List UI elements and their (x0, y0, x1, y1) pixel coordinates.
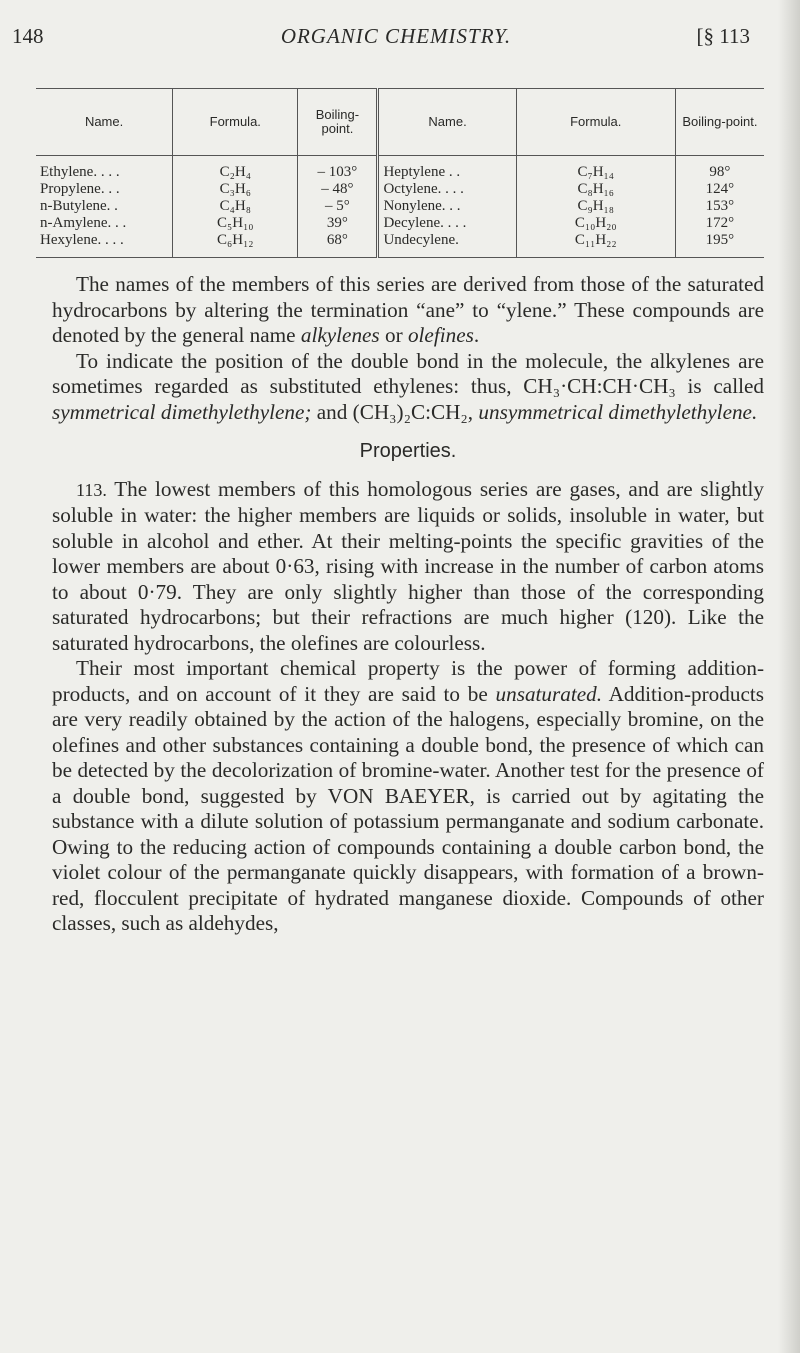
term-symmetrical: symmetrical dimethylethylene; (52, 399, 312, 424)
compound-formula: C₉H₁₈ (516, 198, 675, 215)
term-alkylenes: alkylenes (300, 323, 380, 347)
paragraph-text: Their most important chemical property is the power of forming addition-products, and on account of it they are said to be (52, 656, 764, 706)
compound-name: Undecylene. (378, 232, 516, 258)
compound-name: Decylene. . . . (378, 215, 516, 232)
boiling-point: 153° (675, 198, 764, 215)
paragraph-chemical-property (52, 656, 764, 937)
column-header-name: Name. (378, 89, 516, 156)
compound-name: Hexylene. . . . (36, 232, 173, 258)
column-header-formula: Formula. (173, 89, 298, 156)
table-row (36, 156, 764, 182)
olefine-series-table (36, 88, 764, 258)
compound-formula: C₅H₁₀ (173, 215, 298, 232)
term-unsymmetrical: unsymmetrical dimethylethylene. (478, 399, 758, 424)
paragraph-double-bond (52, 349, 764, 426)
page-header (12, 24, 750, 54)
paragraph-properties (52, 477, 764, 657)
paragraph-naming (52, 272, 764, 349)
boiling-point: – 48° (298, 181, 378, 198)
paragraph-text: or (379, 323, 408, 347)
compound-formula: C₄H₈ (173, 198, 298, 215)
boiling-point: 98° (675, 156, 764, 182)
table-row (36, 181, 764, 198)
page-edge-shadow (778, 0, 800, 1353)
compound-name: Heptylene . . (378, 156, 516, 182)
paragraph-text: . (473, 323, 480, 347)
section-reference: [§ 113 (696, 24, 750, 48)
boiling-point: 124° (675, 181, 764, 198)
column-header-boiling-point: Boiling-point. (298, 89, 378, 156)
paragraph-text: The lowest members of this homologous series are gases, and are slightly soluble in water: the higher members are liquids or solids, insoluble in water, but soluble in alcohol and ether. At their melting-points the specific gravities of the lower members are about 0·63, rising with increase in the number of carbon atoms to about 0·79. They are only slightly higher than those of the corresponding saturated hydrocarbons; but their refractions are much higher (120). Like the saturated hydrocarbons, the olefines are colourless. (52, 476, 764, 655)
compound-formula: C₇H₁₄ (516, 156, 675, 182)
boiling-point: 172° (675, 215, 764, 232)
paragraph-text: The names of the members of this series are derived from those of the saturated hydrocarbons by altering the termination “ane” to “ylene.” These compounds are denoted by the general name (52, 272, 764, 347)
table-header-row (36, 89, 764, 156)
table-row (36, 232, 764, 258)
boiling-point: 195° (675, 232, 764, 258)
page-number: 148 (12, 24, 44, 48)
term-olefines: olefines (407, 323, 474, 347)
compound-name: n-Butylene. . (40, 198, 118, 214)
body-text (52, 272, 764, 937)
compound-formula: C₈H₁₆ (516, 181, 675, 198)
compound-name: n-Amylene. . . (40, 215, 127, 231)
term-unsaturated: unsaturated. (495, 681, 603, 706)
column-header-formula: Formula. (516, 89, 675, 156)
compound-formula: C₁₁H₂₂ (516, 232, 675, 258)
running-title: ORGANIC CHEMISTRY. (280, 24, 512, 48)
column-header-boiling-point: Boiling-point. (675, 89, 764, 156)
section-heading: Properties. (359, 440, 457, 462)
column-header-name: Name. (36, 89, 173, 156)
compound-name: Octylene. . . . (378, 181, 516, 198)
paragraph-text: To indicate the position of the double bond in the molecule, the alkylenes are sometimes regarded as substituted ethylenes: thus, CH₃·CH:CH·CH₃ is called (52, 348, 764, 398)
boiling-point: 68° (298, 232, 378, 258)
compound-formula: C₁₀H₂₀ (516, 215, 675, 232)
compound-name: Nonylene. . . (378, 198, 516, 215)
compound-name: Propylene. . . (40, 181, 120, 197)
compound-name: Ethylene. . . . (40, 164, 120, 180)
section-number: 113. (76, 479, 107, 500)
paragraph-text: and (CH₃)₂C:CH₂, (311, 399, 479, 424)
table-row (36, 198, 764, 215)
boiling-point: 39° (298, 215, 378, 232)
compound-formula: C₆H₁₂ (173, 232, 298, 258)
table-row (36, 215, 764, 232)
paragraph-text: Addition-products are very readily obtained by the action of the halogens, especially bromine, on the olefines and other substances containing a double bond, the presence of which can be detected by the decolorization of bromine-water. Another test for the presence of a double bond, suggested by VON BAEYER, is carried out by agitating the substance with a dilute solution of potassium permanganate and sodium carbonate. Owing to the reducing action of compounds containing a double carbon bond, the violet colour of the permanganate quickly disappears, with formation of a brown-red, flocculent precipitate of hydrated manganese dioxide. Compounds of other classes, such as aldehydes, (52, 681, 764, 935)
compound-formula: C₃H₆ (173, 181, 298, 198)
boiling-point: – 103° (298, 156, 378, 182)
boiling-point: – 5° (298, 198, 378, 215)
compound-formula: C₂H₄ (173, 156, 298, 182)
